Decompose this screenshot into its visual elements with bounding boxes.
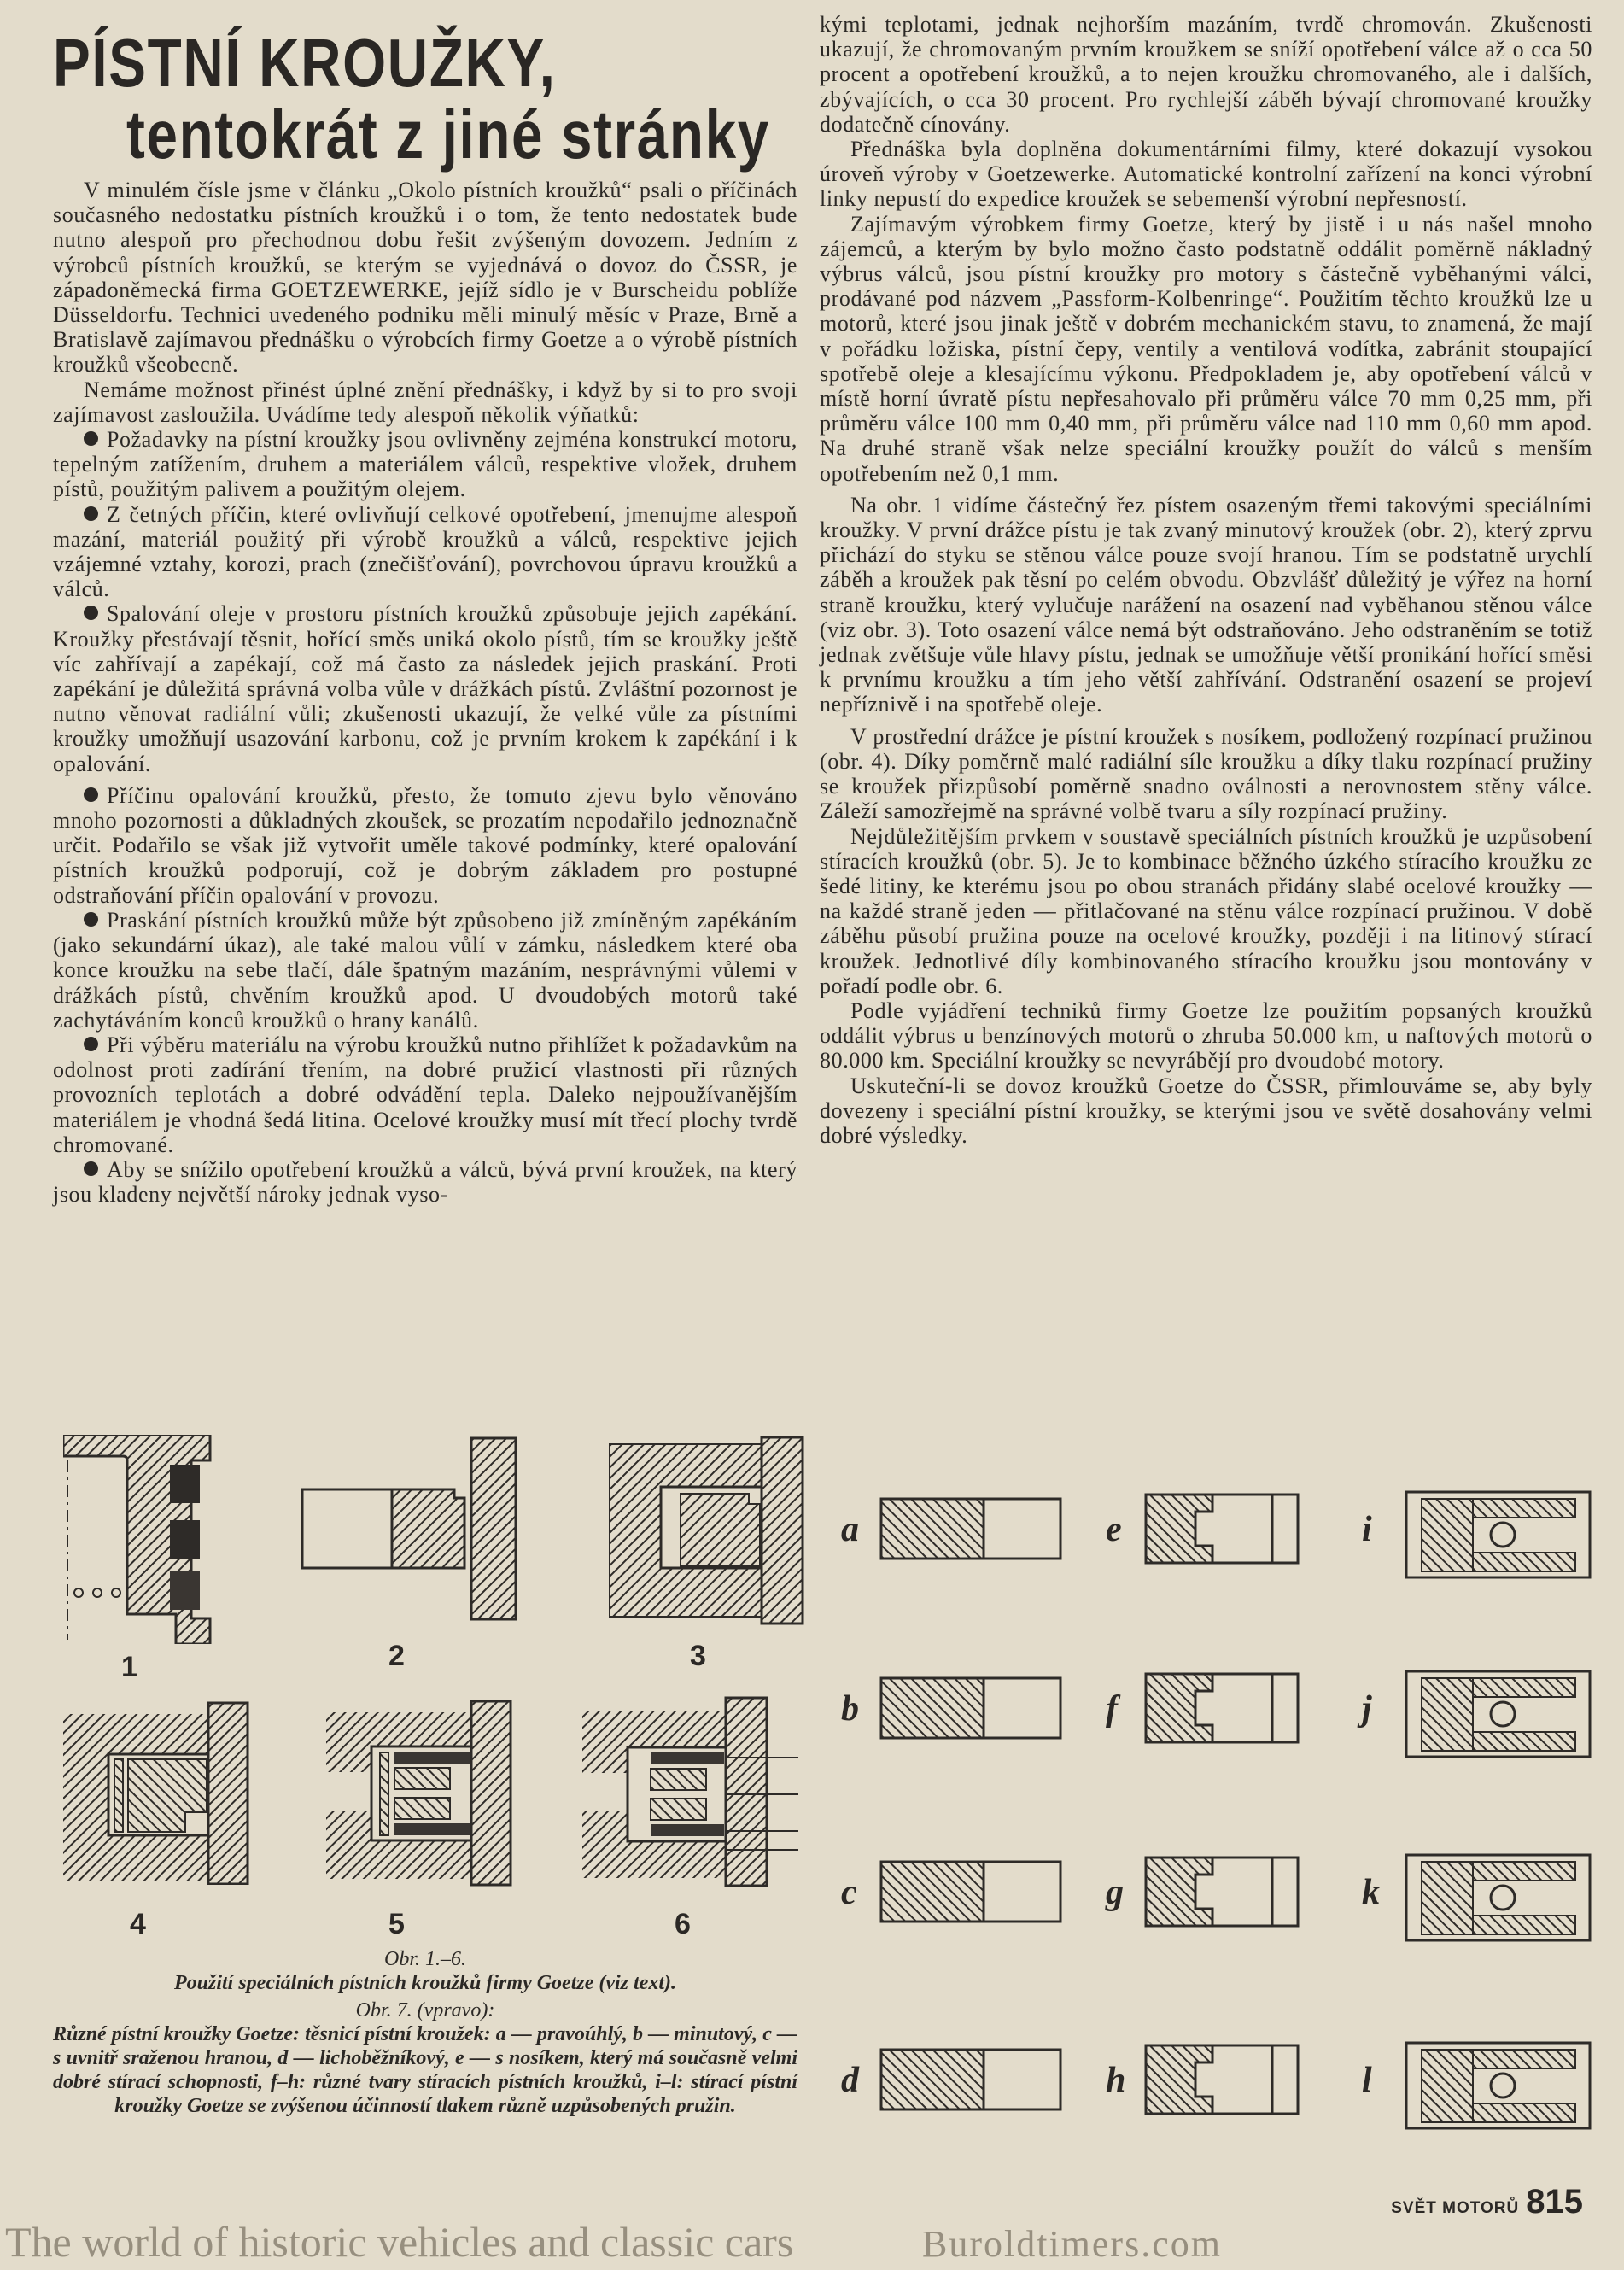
figure-7-ring-l [1405, 2041, 1594, 2133]
right-column [820, 12, 1592, 1148]
watermark-site: Buroldtimers.com [922, 2223, 1222, 2265]
body-paragraph: Na obr. 1 vidíme částečný řez pístem osazeným třemi takovými speciálními kroužky. V první drážce pístu je tak zvaný minutový kroužek (obr. 2), který zprvu přichází do styku se stěnou válce pouze svojí hranou. Tím se podstatně urychlí záběh a kroužek pak těsní po celém obvodu. Obzvlášť důležitý je výřez na horní straně kroužku, který vylučuje narážení na osazení nad vyběhanou stěnou válce (viz obr. 3). Toto osazení válce nemá být odstraňováno. Jeho odstraněním se totiž jednak zvětšuje vůle hlavy pístu, jednak se umožňuje větší pronikání hořící směsi k prvnímu kroužku a tím jeho větší zahřívání. Odstranění osazení se projeví nepříznivě i na spotřebě oleje. [820, 492, 1592, 717]
figure-6-ring-assembly-order [581, 1696, 804, 1888]
page-footer [1391, 2185, 1583, 2219]
body-paragraph: V prostřední drážce je pístní kroužek s nosíkem, podložený rozpínací pružinou (obr. 4). Díky poměrně malé radiální síle kroužku a díky tlaku rozpínací pružiny se kroužek přizpůsobí poměrně snadno oválnosti a nerovnostem stěny válce. Záleží samozřejmě na správné volbě tvaru a síly rozpínací pružiny. [820, 723, 1592, 824]
figure-7-letter-l: l [1362, 2061, 1372, 2100]
figure-number: 4 [130, 1908, 146, 1940]
figure-7-ring-f [1144, 1670, 1334, 1762]
intro-paragraph: V minulém čísle jsme v článku „Okolo pístních kroužků“ psali o příčinách současného nedostatku pístních kroužků i o tom, že tento nedostatek bude nutno alespoň pro přechodnou dobu řešit zvýšeným dovozem. Jedním z výrobců pístních kroužků, se kterým se vyjednává o dovoz do ČSSR, je západoněmecká firma GOETZEWERKE, jejíž sídlo je v Burscheidu poblíže Düsseldorfu. Technici uvedeného podniku měli minulý měsíc v Praze, Brně a Bratislavě zajímavou přednášku o výrobcích firmy Goetze a o výrobě pístních kroužků všeobecně. [53, 178, 797, 377]
body-paragraph: Uskuteční-li se dovoz kroužků Goetze do ČSSR, přimlouváme se, aby byly dovezeny i speciální pístní kroužky, se kterými jsou ve světě dosahovány velmi dobré výsledky. [820, 1073, 1592, 1148]
bullet-icon [84, 606, 98, 620]
excerpt-intro-paragraph: Nemáme možnost přinést úplné znění přednášky, i když by si to pro svoji zajímavost zasloužila. Uvádíme tedy alespoň několik výňatků: [53, 377, 797, 427]
body-paragraph: Nejdůležitějším prvkem v soustavě speciálních pístních kroužků je uzpůsobení stíracích kroužků (obr. 5). Je to kombinace běžného úzkého stíracího kroužku ze šedé litiny, ke kterému jsou po obou stranách přidány slabé ocelové kroužky — na každé straně jeden — přitlačované na stěnu válce rozpínací pružinou. V době záběhu působí pružina pouze na ocelové kroužky, později i na litinový stírací kroužek. Jednotlivé díly kombinovaného stíracího kroužku jsou montovány v pořadí podle obr. 6. [820, 823, 1592, 998]
bullet-icon [84, 912, 98, 927]
bullet-paragraph: Aby se snížilo opotřebení kroužků a válců, bývá první kroužek, na který jsou kladeny největší nároky jednak vyso- [53, 1156, 797, 1208]
bullet-paragraph: Příčinu opalování kroužků, přesto, že tomuto zjevu bylo věnováno mnoho pozornosti a důkladných zkoušek, se prozatím nepodařilo jednoznačně určit. Podařilo se však již vytvořit uměle takové podmínky, které opalování pístních kroužků podporují, což je dobrým základem pro postupné odstraňování příčin opalování v provozu. [53, 782, 797, 908]
bullet-paragraph: Praskání pístních kroužků může být způsobeno již zmíněným zapékáním (jako sekundární úkaz), ale také malou vůlí v zámku, následkem které oba konce kroužku na sebe tlačí, dále špatným mazáním, nesprávnými vůlemi v drážkách pístů, chvěním kroužků apod. U dvoudobých motorů také zachytáváním konců kroužků o hrany kanálů. [53, 907, 797, 1033]
body-paragraph: Zajímavým výrobkem firmy Goetze, který by jistě i u nás našel mnoho zájemců, a kterým by bylo možno často podstatně oddálit poměrně nákladný výbrus válců, jsou pístní kroužky pro motory s částečně vyběhanými válci, prodávané pod názvem „Passform-Kolbenringe“. Použitím těchto kroužků lze u motorů, které jsou jinak ještě v dobrém mechanickém stavu, to znamená, že mají v pořádku ložiska, pístní čepy, ventily a ventilová vodítka, zabránit stoupající spotřebě oleje a klesajícímu výkonu. Předpokladem je, aby opotřebení válců v místě horní úvratě pístu nepřesahovalo při průměru válce 70 mm 0,25 mm, při průměru válce 100 mm 0,40 mm, při průměru válce nad 110 mm 0,60 mm apod. Na druhé straně však nelze speciální kroužky použít do válců s menším opotřebením než 0,1 mm. [820, 211, 1592, 486]
article-title-line2: tentokrát z jiné stránky [126, 97, 770, 173]
figure-number: 5 [388, 1908, 405, 1940]
figure-number: 3 [690, 1640, 706, 1672]
bullet-icon [84, 1161, 98, 1176]
page-number: 815 [1526, 2183, 1583, 2220]
caption-text: Použití speciálních pístních kroužků firmy Goetze (viz text). [173, 1972, 676, 1994]
bullet-icon [84, 431, 98, 446]
figure-7-letter-f: f [1106, 1689, 1118, 1729]
figure-number: 6 [675, 1908, 691, 1940]
figure-number: 2 [388, 1640, 405, 1672]
figure-7-letter-j: j [1362, 1689, 1372, 1729]
left-column [53, 178, 797, 1207]
bullet-paragraph: Požadavky na pístní kroužky jsou ovlivněny zejména konstrukcí motoru, tepelným zatížením, druhem a materiálem válců, respektive vložek, druhem pístů, použitým palivem a použitým olejem. [53, 427, 797, 502]
figure-7-ring-d [879, 2041, 1069, 2133]
figure-7-letter-e: e [1106, 1510, 1122, 1549]
figure-7-ring-k [1405, 1853, 1594, 1945]
figure-7-letter-c: c [841, 1873, 857, 1912]
bullet-paragraph: Spalování oleje v prostoru pístních kroužků způsobuje jejich zapékání. Kroužky přestávají těsnit, hořící směs uniká okolo pístů, tím se kroužky ještě víc zahřívají a zapékají, což má často za následek jejich praskání. Proti zapékání je důležitá správná volba vůle v drážkách pístů. Zvláštní pozornost je nutno věnovat radiální vůli; zkušenosti ukazují, že velké vůle za pístními kroužky umožňují usazování karbonu, což je prvním krokem k zapékání i k opalování. [53, 601, 797, 776]
figure-7-letter-a: a [841, 1510, 859, 1549]
figure-7-ring-c [879, 1853, 1069, 1945]
figure-7-ring-i [1405, 1490, 1594, 1583]
body-paragraph: Přednáška byla doplněna dokumentárními filmy, které dokazují vysokou úroveň výroby v Goetzewerke. Automatické kontrolní zařízení na konci výrobní linky nepustí do expedice kroužek se sebemenší výrobní nepřesností. [820, 137, 1592, 212]
figure-2-minute-ring [301, 1436, 518, 1623]
figure-5-oil-control-ring [324, 1700, 512, 1887]
bullet-paragraph: Z četných příčin, které ovlivňují celkové opotřebení, jmenujme alespoň mazání, materiál použitý při výrobě kroužků a válců, respektive jejich vzájemné vztahy, korozi, prach (znečišťování), povrchovou úpravu kroužků a válců. [53, 501, 797, 602]
continued-paragraph: kými teplotami, jednak nejhorším mazáním, tvrdě chromován. Zkušenosti ukazují, že chromovaným prvním kroužkem se sníží opotřebení válce až o cca 50 procent a opotřebení kroužků, a to nejen kroužku chromovaného, ale i dalších, zbývajících, o cca 30 procent. Pro rychlejší záběh bývají chromované kroužky dodatečně cínovány. [820, 12, 1592, 137]
figure-7-letter-h: h [1106, 2061, 1126, 2100]
figure-7-ring-g [1144, 1853, 1334, 1945]
figure-7-letter-d: d [841, 2061, 859, 2100]
figure-caption-1-6 [53, 1947, 797, 2118]
bullet-icon [84, 506, 98, 521]
figure-1-piston-section [63, 1435, 217, 1644]
bullet-icon [84, 1037, 98, 1051]
figure-7-ring-a [879, 1490, 1069, 1583]
figure-3-ring-groove [608, 1436, 804, 1625]
figure-7-ring-e [1144, 1490, 1334, 1583]
body-paragraph: Podle vyjádření techniků firmy Goetze lze použitím popsaných kroužků oddálit výbrus u benzínových motorů o zhruba 50.000 km, u naftových motorů o 80.000 km. Speciální kroužky se nevyrábějí pro dvoudobé motory. [820, 998, 1592, 1074]
figure-7-ring-b [879, 1670, 1069, 1762]
figure-7-ring-h [1144, 2041, 1334, 2133]
caption-title: Obr. 1.–6. [383, 1948, 466, 1970]
figure-7-letter-k: k [1362, 1873, 1380, 1912]
watermark-tagline: The world of historic vehicles and classic cars [5, 2218, 794, 2266]
caption-title: Obr. 7. (vpravo): [355, 1999, 495, 2021]
figure-7-ring-j [1405, 1670, 1594, 1762]
figure-7-letter-b: b [841, 1689, 859, 1729]
magazine-name: SVĚT MOTORŮ [1391, 2199, 1520, 2217]
figure-7-letter-g: g [1106, 1873, 1124, 1912]
figure-4-ring-with-expander [61, 1701, 249, 1885]
caption-text: Různé pístní kroužky Goetze: těsnicí pístní kroužek: a — pravoúhlý, b — minutový, c — s uvnitř sraženou hranou, d — lichoběžníkový, e — s nosíkem, který má současně velmi dobré stírací schopnosti, f–h: různé tvary stíracích pístních kroužků, i–l: stírací pístní kroužky Goetze se zvýšenou účinností tlakem různě uzpůsobených pružin. [53, 2023, 797, 2117]
bullet-icon [84, 787, 98, 802]
figure-number: 1 [121, 1651, 137, 1683]
bullet-paragraph: Při výběru materiálu na výrobu kroužků nutno přihlížet k požadavkům na odolnost proti zadírání třením, na dobré pružicí vlastnosti při různých provozních teplotách a dobré odvádění tepla. Daleko nejpoužívanějším materiálem je vhodná šedá litina. Ocelové kroužky musí mít třecí plochy tvrdě chromované. [53, 1032, 797, 1157]
article-title-line1: PÍSTNÍ KROUŽKY, [53, 25, 557, 101]
figure-7-letter-i: i [1362, 1510, 1372, 1549]
